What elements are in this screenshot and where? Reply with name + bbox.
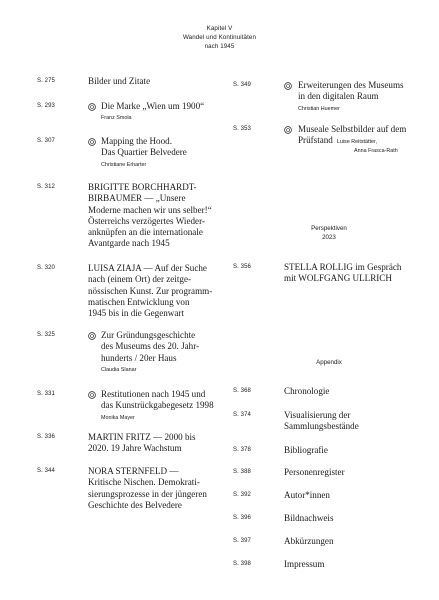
page-number: S. 293 (37, 102, 55, 109)
entry-title-line: nössischen Kunst. Zur programm- (88, 285, 213, 296)
entry-title: Autor*innen (284, 490, 330, 500)
entry-title-line: nach (einem Ort) der zeitge- (88, 274, 192, 285)
entry-title: Abkürzungen (284, 536, 334, 546)
entry-title-line: Moderne machen wir uns selber!“ (88, 204, 212, 215)
page-number: S. 388 (233, 468, 251, 475)
media-icon (284, 82, 292, 90)
media-icon (88, 138, 96, 146)
entry-author: Anna Frasca-Rath (354, 147, 398, 154)
entry-title: Personenregister (284, 467, 345, 477)
entry-title-line: Museale Selbstbilder auf dem (298, 124, 407, 134)
entry-title-line: BRIGITTE BORCHHARDT- (88, 182, 197, 192)
entry-author: Claudia Slanar (101, 366, 137, 373)
entry-title-line: Avantgarde nach 1945 (88, 238, 170, 249)
section-year: 2023 (322, 234, 336, 241)
media-icon (88, 391, 96, 399)
entry-title-line: mit WOLFGANG ULLRICH (284, 273, 392, 284)
section-title: Perspektiven (311, 225, 347, 232)
entry-title-line: Restitutionen nach 1945 und (101, 389, 206, 399)
entry-title-line: Geschichte des Belvedere (88, 499, 182, 510)
entry-author: Monika Mayer (101, 414, 135, 421)
entry-title: Impressum (284, 559, 325, 569)
entry-title: Bilder und Zitate (88, 76, 151, 86)
entry-title: Chronologie (284, 386, 330, 396)
entry-title-line: matischen Entwicklung von (88, 296, 190, 307)
entry-author: Christiane Erharter (101, 161, 147, 168)
page-number: S. 331 (37, 390, 55, 397)
page-number: S. 378 (233, 446, 251, 453)
page-number: S. 392 (233, 491, 251, 498)
entry-title-line: MARTIN FRITZ –– 2000 bis (88, 432, 196, 442)
entry-title-line: in den digitalen Raum (298, 91, 379, 102)
entry-title-line: Sammlungsbestände (284, 421, 359, 432)
entry-title-line: das Kunstrückgabegesetz 1998 (101, 400, 214, 411)
entry-title: Die Marke „Wien um 1900“ (101, 101, 205, 111)
page-number: S. 374 (233, 411, 251, 418)
entry-title-line: 1945 bis in die Gegenwart (88, 308, 184, 319)
page-number: S. 325 (37, 331, 55, 338)
chapter-title: Wandel und Kontinuitäten (182, 34, 257, 41)
entry-title-segment: Prüfstand (298, 135, 333, 146)
section-heading-perspektiven (229, 224, 429, 242)
page-number: S. 397 (233, 537, 251, 544)
entry-title-line: STELLA ROLLIG im Gespräch (284, 262, 402, 272)
page-number: S. 275 (37, 77, 55, 84)
entry-author: Franz Smola (101, 115, 132, 122)
media-icon (88, 103, 96, 111)
section-title: Appendix (316, 359, 342, 366)
entry-title-line: Zur Gründungsgeschichte (101, 330, 196, 340)
entry-title: Bildnachweis (284, 513, 334, 523)
page-number: S. 368 (233, 387, 251, 394)
page-number: S. 353 (233, 125, 251, 132)
entry-title-line: Mapping the Hood. (101, 136, 172, 146)
media-icon (284, 126, 292, 134)
entry-title-line: sierungsprozesse in der jüngeren (88, 488, 207, 499)
entry-title-line: 2020. 19 Jahre Wachstum (88, 443, 182, 454)
section-heading-appendix (229, 358, 429, 367)
entry-title-line-with-author (298, 135, 406, 146)
page-number: S. 320 (37, 264, 55, 271)
entry-title-line: hunderts / 20er Haus (101, 352, 177, 363)
entry-title-line: LUISA ZIAJA –– Auf der Suche (88, 263, 207, 273)
page-number: S. 356 (233, 263, 251, 270)
entry-title-line: Erweiterungen des Museums (298, 80, 404, 90)
page-number: S. 344 (37, 467, 55, 474)
entry-title-line: des Museums des 20. Jahr- (101, 341, 200, 352)
entry-title-line: NORA STERNFELD –– (88, 466, 179, 476)
entry-title-line: Kritische Nischen. Demokrati- (88, 477, 200, 488)
entry-title-line: Österreichs verzögertes Wieder- (88, 215, 205, 226)
page-number: S. 396 (233, 514, 251, 521)
page-number: S. 307 (37, 137, 55, 144)
entry-title: Bibliografie (284, 445, 328, 455)
entry-author: Christian Huemer (298, 105, 340, 112)
entry-title-line: BIRBAUMER –– „Unsere (88, 193, 186, 204)
chapter-number: Kapitel V (206, 25, 233, 32)
entry-author-inline: Luise Reitstätter, (336, 139, 378, 146)
page-number: S. 398 (233, 560, 251, 567)
page-number: S. 336 (37, 433, 55, 440)
entry-title-line: Visualisierung der (284, 410, 351, 420)
media-icon (88, 332, 96, 340)
page-number: S. 349 (233, 81, 251, 88)
page-number: S. 312 (37, 183, 55, 190)
chapter-subtitle: nach 1945 (204, 43, 235, 50)
entry-title-line: Das Quartier Belvedere (101, 147, 187, 158)
entry-title-line: anknüpfen an die internationale (88, 227, 203, 238)
chapter-header (0, 24, 439, 51)
